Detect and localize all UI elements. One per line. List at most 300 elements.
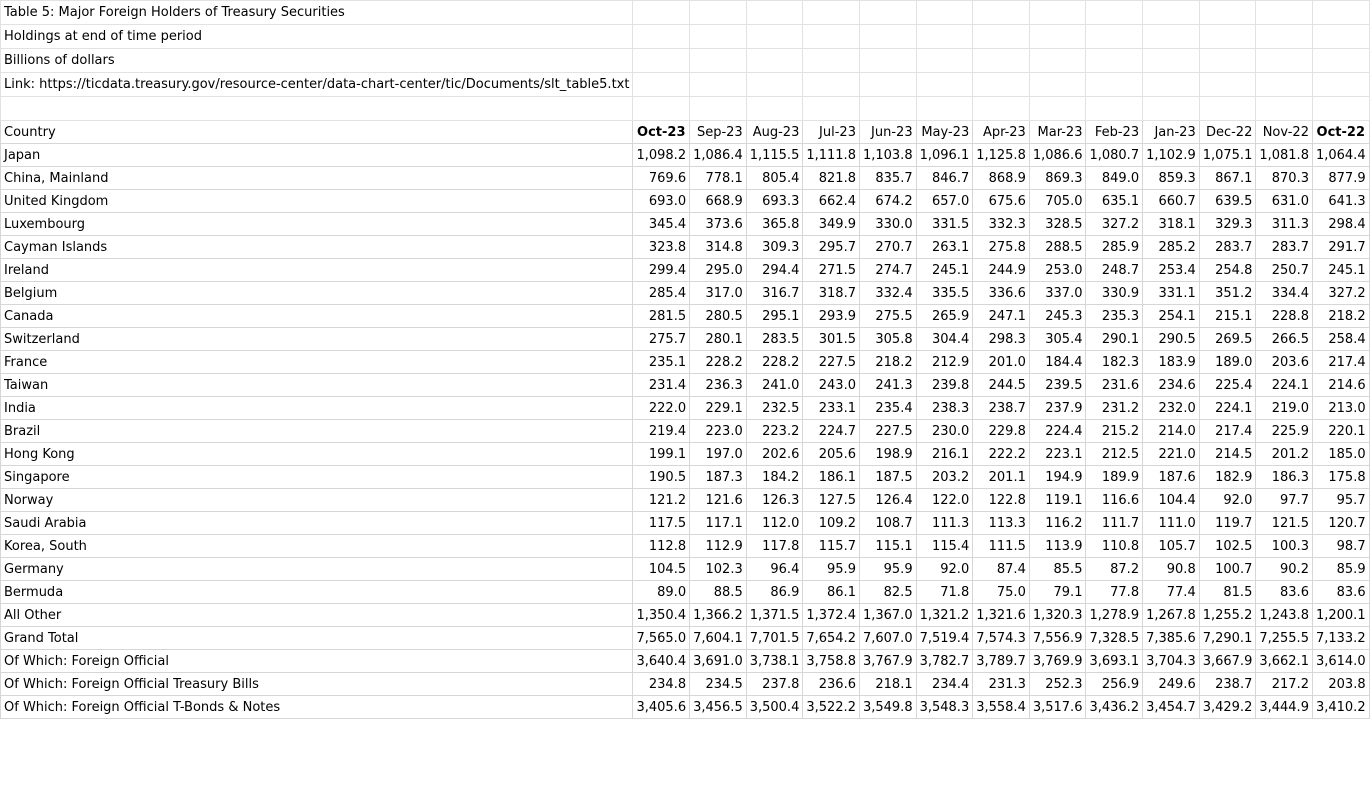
value-cell[interactable]: 187.3 [690,466,747,489]
value-cell[interactable]: 288.5 [1029,236,1086,259]
table-subtitle[interactable]: Holdings at end of time period [1,25,633,49]
value-cell[interactable]: 231.2 [1086,397,1143,420]
value-cell[interactable]: 365.8 [746,213,803,236]
value-cell[interactable]: 182.3 [1086,351,1143,374]
value-cell[interactable]: 3,640.4 [633,650,690,673]
value-cell[interactable]: 3,767.9 [859,650,916,673]
value-cell[interactable]: 111.7 [1086,512,1143,535]
value-cell[interactable]: 330.9 [1086,282,1143,305]
value-cell[interactable]: 281.5 [633,305,690,328]
value-cell[interactable]: 345.4 [633,213,690,236]
value-cell[interactable]: 295.1 [746,305,803,328]
value-cell[interactable]: 202.6 [746,443,803,466]
value-cell[interactable]: 231.6 [1086,374,1143,397]
value-cell[interactable]: 116.2 [1029,512,1086,535]
value-cell[interactable]: 3,549.8 [859,696,916,719]
value-cell[interactable]: 7,701.5 [746,627,803,650]
value-cell[interactable]: 95.7 [1312,489,1369,512]
value-cell[interactable]: 79.1 [1029,581,1086,604]
value-cell[interactable]: 218.1 [859,673,916,696]
value-cell[interactable]: 243.0 [803,374,860,397]
value-cell[interactable]: 104.4 [1143,489,1200,512]
value-cell[interactable]: 3,667.9 [1199,650,1256,673]
value-cell[interactable]: 235.1 [633,351,690,374]
value-cell[interactable]: 1,111.8 [803,144,860,167]
value-cell[interactable]: 112.8 [633,535,690,558]
value-cell[interactable]: 224.1 [1256,374,1313,397]
value-cell[interactable]: 234.4 [916,673,973,696]
row-label[interactable]: Belgium [1,282,633,305]
value-cell[interactable]: 250.7 [1256,259,1313,282]
value-cell[interactable]: 85.5 [1029,558,1086,581]
value-cell[interactable]: 238.7 [1199,673,1256,696]
value-cell[interactable]: 77.4 [1143,581,1200,604]
value-cell[interactable]: 233.1 [803,397,860,420]
value-cell[interactable]: 877.9 [1312,167,1369,190]
value-cell[interactable]: 1,064.4 [1312,144,1369,167]
value-cell[interactable]: 115.4 [916,535,973,558]
value-cell[interactable]: 1,080.7 [1086,144,1143,167]
value-cell[interactable]: 1,075.1 [1199,144,1256,167]
value-cell[interactable]: 266.5 [1256,328,1313,351]
value-cell[interactable]: 203.2 [916,466,973,489]
row-label[interactable]: Canada [1,305,633,328]
value-cell[interactable]: 81.5 [1199,581,1256,604]
value-cell[interactable]: 1,321.6 [973,604,1030,627]
value-cell[interactable]: 201.1 [973,466,1030,489]
value-cell[interactable]: 275.7 [633,328,690,351]
value-cell[interactable]: 112.9 [690,535,747,558]
value-cell[interactable]: 336.6 [973,282,1030,305]
value-cell[interactable]: 305.4 [1029,328,1086,351]
value-cell[interactable]: 218.2 [1312,305,1369,328]
value-cell[interactable]: 7,385.6 [1143,627,1200,650]
value-cell[interactable]: 248.7 [1086,259,1143,282]
value-cell[interactable]: 219.0 [1256,397,1313,420]
value-cell[interactable]: 657.0 [916,190,973,213]
value-cell[interactable]: 217.4 [1199,420,1256,443]
value-cell[interactable]: 660.7 [1143,190,1200,213]
value-cell[interactable]: 631.0 [1256,190,1313,213]
value-cell[interactable]: 1,366.2 [690,604,747,627]
value-cell[interactable]: 3,789.7 [973,650,1030,673]
value-cell[interactable]: 280.5 [690,305,747,328]
value-cell[interactable]: 122.8 [973,489,1030,512]
value-cell[interactable]: 316.7 [746,282,803,305]
value-cell[interactable]: 238.7 [973,397,1030,420]
value-cell[interactable]: 92.0 [916,558,973,581]
value-cell[interactable]: 846.7 [916,167,973,190]
value-cell[interactable]: 239.8 [916,374,973,397]
value-cell[interactable]: 189.0 [1199,351,1256,374]
value-cell[interactable]: 318.7 [803,282,860,305]
value-cell[interactable]: 3,444.9 [1256,696,1313,719]
value-cell[interactable]: 122.0 [916,489,973,512]
value-cell[interactable]: 1,086.6 [1029,144,1086,167]
value-cell[interactable]: 7,328.5 [1086,627,1143,650]
value-cell[interactable]: 269.5 [1199,328,1256,351]
value-cell[interactable]: 3,662.1 [1256,650,1313,673]
value-cell[interactable]: 3,410.2 [1312,696,1369,719]
value-cell[interactable]: 275.5 [859,305,916,328]
value-cell[interactable]: 323.8 [633,236,690,259]
value-cell[interactable]: 7,565.0 [633,627,690,650]
value-cell[interactable]: 126.4 [859,489,916,512]
value-cell[interactable]: 870.3 [1256,167,1313,190]
value-cell[interactable]: 675.6 [973,190,1030,213]
value-cell[interactable]: 231.4 [633,374,690,397]
value-cell[interactable]: 639.5 [1199,190,1256,213]
value-cell[interactable]: 245.3 [1029,305,1086,328]
value-cell[interactable]: 96.4 [746,558,803,581]
row-label[interactable]: Japan [1,144,633,167]
row-label[interactable]: Of Which: Foreign Official Treasury Bills [1,673,633,696]
value-cell[interactable]: 317.0 [690,282,747,305]
value-cell[interactable]: 71.8 [916,581,973,604]
row-label[interactable]: Luxembourg [1,213,633,236]
value-cell[interactable]: 332.3 [973,213,1030,236]
value-cell[interactable]: 112.0 [746,512,803,535]
value-cell[interactable]: 7,556.9 [1029,627,1086,650]
value-cell[interactable]: 220.1 [1312,420,1369,443]
value-cell[interactable]: 258.4 [1312,328,1369,351]
value-cell[interactable]: 230.0 [916,420,973,443]
value-cell[interactable]: 253.4 [1143,259,1200,282]
value-cell[interactable]: 805.4 [746,167,803,190]
value-cell[interactable]: 641.3 [1312,190,1369,213]
value-cell[interactable]: 271.5 [803,259,860,282]
row-label[interactable]: Hong Kong [1,443,633,466]
value-cell[interactable]: 113.3 [973,512,1030,535]
value-cell[interactable]: 318.1 [1143,213,1200,236]
row-label[interactable]: Korea, South [1,535,633,558]
value-cell[interactable]: 1,102.9 [1143,144,1200,167]
value-cell[interactable]: 241.3 [859,374,916,397]
value-cell[interactable]: 859.3 [1143,167,1200,190]
value-cell[interactable]: 309.3 [746,236,803,259]
value-cell[interactable]: 263.1 [916,236,973,259]
column-header[interactable]: Dec-22 [1199,121,1256,144]
value-cell[interactable]: 227.5 [859,420,916,443]
value-cell[interactable]: 199.1 [633,443,690,466]
row-label[interactable]: Of Which: Foreign Official T-Bonds & Notes [1,696,633,719]
value-cell[interactable]: 373.6 [690,213,747,236]
value-cell[interactable]: 7,574.3 [973,627,1030,650]
value-cell[interactable]: 3,704.3 [1143,650,1200,673]
value-cell[interactable]: 201.0 [973,351,1030,374]
column-header[interactable]: Feb-23 [1086,121,1143,144]
value-cell[interactable]: 231.3 [973,673,1030,696]
value-cell[interactable]: 291.7 [1312,236,1369,259]
value-cell[interactable]: 98.7 [1312,535,1369,558]
value-cell[interactable]: 217.2 [1256,673,1313,696]
row-label[interactable]: China, Mainland [1,167,633,190]
value-cell[interactable]: 119.7 [1199,512,1256,535]
value-cell[interactable]: 849.0 [1086,167,1143,190]
row-label[interactable]: Of Which: Foreign Official [1,650,633,673]
value-cell[interactable]: 1,371.5 [746,604,803,627]
value-cell[interactable]: 97.7 [1256,489,1313,512]
value-cell[interactable]: 275.8 [973,236,1030,259]
value-cell[interactable]: 197.0 [690,443,747,466]
value-cell[interactable]: 869.3 [1029,167,1086,190]
value-cell[interactable]: 77.8 [1086,581,1143,604]
column-header[interactable]: Jan-23 [1143,121,1200,144]
value-cell[interactable]: 90.8 [1143,558,1200,581]
value-cell[interactable]: 868.9 [973,167,1030,190]
value-cell[interactable]: 3,548.3 [916,696,973,719]
value-cell[interactable]: 3,758.8 [803,650,860,673]
value-cell[interactable]: 222.0 [633,397,690,420]
value-cell[interactable]: 1,350.4 [633,604,690,627]
value-cell[interactable]: 121.2 [633,489,690,512]
value-cell[interactable]: 1,243.8 [1256,604,1313,627]
value-cell[interactable]: 1,367.0 [859,604,916,627]
value-cell[interactable]: 3,405.6 [633,696,690,719]
value-cell[interactable]: 3,429.2 [1199,696,1256,719]
value-cell[interactable]: 105.7 [1143,535,1200,558]
value-cell[interactable]: 187.5 [859,466,916,489]
value-cell[interactable]: 7,290.1 [1199,627,1256,650]
value-cell[interactable]: 235.4 [859,397,916,420]
value-cell[interactable]: 3,738.1 [746,650,803,673]
value-cell[interactable]: 111.0 [1143,512,1200,535]
value-cell[interactable]: 75.0 [973,581,1030,604]
column-header[interactable]: May-23 [916,121,973,144]
column-header[interactable]: Jun-23 [859,121,916,144]
value-cell[interactable]: 7,654.2 [803,627,860,650]
value-cell[interactable]: 203.6 [1256,351,1313,374]
value-cell[interactable]: 218.2 [859,351,916,374]
value-cell[interactable]: 194.9 [1029,466,1086,489]
column-header[interactable]: Nov-22 [1256,121,1313,144]
row-label[interactable]: All Other [1,604,633,627]
column-header[interactable]: Aug-23 [746,121,803,144]
value-cell[interactable]: 214.0 [1143,420,1200,443]
value-cell[interactable]: 217.4 [1312,351,1369,374]
value-cell[interactable]: 115.7 [803,535,860,558]
value-cell[interactable]: 216.1 [916,443,973,466]
value-cell[interactable]: 769.6 [633,167,690,190]
value-cell[interactable]: 3,454.7 [1143,696,1200,719]
value-cell[interactable]: 82.5 [859,581,916,604]
value-cell[interactable]: 237.8 [746,673,803,696]
value-cell[interactable]: 187.6 [1143,466,1200,489]
value-cell[interactable]: 228.8 [1256,305,1313,328]
value-cell[interactable]: 1,267.8 [1143,604,1200,627]
value-cell[interactable]: 821.8 [803,167,860,190]
value-cell[interactable]: 95.9 [803,558,860,581]
value-cell[interactable]: 198.9 [859,443,916,466]
value-cell[interactable]: 295.0 [690,259,747,282]
value-cell[interactable]: 1,255.2 [1199,604,1256,627]
value-cell[interactable]: 337.0 [1029,282,1086,305]
value-cell[interactable]: 285.4 [633,282,690,305]
value-cell[interactable]: 283.7 [1256,236,1313,259]
value-cell[interactable]: 87.2 [1086,558,1143,581]
value-cell[interactable]: 104.5 [633,558,690,581]
row-label[interactable]: France [1,351,633,374]
value-cell[interactable]: 239.5 [1029,374,1086,397]
value-cell[interactable]: 236.6 [803,673,860,696]
value-cell[interactable]: 108.7 [859,512,916,535]
value-cell[interactable]: 229.8 [973,420,1030,443]
column-header[interactable]: Apr-23 [973,121,1030,144]
value-cell[interactable]: 283.5 [746,328,803,351]
value-cell[interactable]: 778.1 [690,167,747,190]
value-cell[interactable]: 232.0 [1143,397,1200,420]
value-cell[interactable]: 311.3 [1256,213,1313,236]
value-cell[interactable]: 668.9 [690,190,747,213]
value-cell[interactable]: 256.9 [1086,673,1143,696]
value-cell[interactable]: 270.7 [859,236,916,259]
value-cell[interactable]: 100.7 [1199,558,1256,581]
value-cell[interactable]: 186.1 [803,466,860,489]
value-cell[interactable]: 182.9 [1199,466,1256,489]
value-cell[interactable]: 111.5 [973,535,1030,558]
value-cell[interactable]: 95.9 [859,558,916,581]
value-cell[interactable]: 222.2 [973,443,1030,466]
value-cell[interactable]: 89.0 [633,581,690,604]
value-cell[interactable]: 254.8 [1199,259,1256,282]
value-cell[interactable]: 3,436.2 [1086,696,1143,719]
value-cell[interactable]: 244.5 [973,374,1030,397]
value-cell[interactable]: 7,519.4 [916,627,973,650]
value-cell[interactable]: 85.9 [1312,558,1369,581]
row-label[interactable]: Cayman Islands [1,236,633,259]
value-cell[interactable]: 1,096.1 [916,144,973,167]
value-cell[interactable]: 3,782.7 [916,650,973,673]
value-cell[interactable]: 3,456.5 [690,696,747,719]
value-cell[interactable]: 280.1 [690,328,747,351]
value-cell[interactable]: 212.5 [1086,443,1143,466]
value-cell[interactable]: 189.9 [1086,466,1143,489]
value-cell[interactable]: 184.4 [1029,351,1086,374]
value-cell[interactable]: 331.5 [916,213,973,236]
value-cell[interactable]: 201.2 [1256,443,1313,466]
value-cell[interactable]: 335.5 [916,282,973,305]
value-cell[interactable]: 245.1 [916,259,973,282]
value-cell[interactable]: 83.6 [1312,581,1369,604]
row-label[interactable]: Taiwan [1,374,633,397]
value-cell[interactable]: 327.2 [1086,213,1143,236]
value-cell[interactable]: 1,321.2 [916,604,973,627]
value-cell[interactable]: 88.5 [690,581,747,604]
value-cell[interactable]: 3,517.6 [1029,696,1086,719]
value-cell[interactable]: 867.1 [1199,167,1256,190]
row-label[interactable]: Switzerland [1,328,633,351]
value-cell[interactable]: 215.2 [1086,420,1143,443]
value-cell[interactable]: 126.3 [746,489,803,512]
value-cell[interactable]: 1,098.2 [633,144,690,167]
units-note[interactable]: Billions of dollars [1,49,633,73]
value-cell[interactable]: 184.2 [746,466,803,489]
value-cell[interactable]: 835.7 [859,167,916,190]
value-cell[interactable]: 1,115.5 [746,144,803,167]
column-header[interactable]: Mar-23 [1029,121,1086,144]
value-cell[interactable]: 1,103.8 [859,144,916,167]
value-cell[interactable]: 92.0 [1199,489,1256,512]
value-cell[interactable]: 249.6 [1143,673,1200,696]
value-cell[interactable]: 314.8 [690,236,747,259]
value-cell[interactable]: 693.0 [633,190,690,213]
value-cell[interactable]: 1,278.9 [1086,604,1143,627]
value-cell[interactable]: 100.3 [1256,535,1313,558]
value-cell[interactable]: 113.9 [1029,535,1086,558]
row-label[interactable]: Saudi Arabia [1,512,633,535]
value-cell[interactable]: 87.4 [973,558,1030,581]
value-cell[interactable]: 83.6 [1256,581,1313,604]
table-title[interactable]: Table 5: Major Foreign Holders of Treasury Securities [1,1,633,25]
value-cell[interactable]: 238.3 [916,397,973,420]
value-cell[interactable]: 215.1 [1199,305,1256,328]
value-cell[interactable]: 213.0 [1312,397,1369,420]
value-cell[interactable]: 235.3 [1086,305,1143,328]
value-cell[interactable]: 674.2 [859,190,916,213]
value-cell[interactable]: 183.9 [1143,351,1200,374]
value-cell[interactable]: 1,081.8 [1256,144,1313,167]
value-cell[interactable]: 109.2 [803,512,860,535]
value-cell[interactable]: 305.8 [859,328,916,351]
value-cell[interactable]: 117.8 [746,535,803,558]
value-cell[interactable]: 234.8 [633,673,690,696]
value-cell[interactable]: 351.2 [1199,282,1256,305]
value-cell[interactable]: 7,133.2 [1312,627,1369,650]
value-cell[interactable]: 331.1 [1143,282,1200,305]
value-cell[interactable]: 327.2 [1312,282,1369,305]
value-cell[interactable]: 7,255.5 [1256,627,1313,650]
value-cell[interactable]: 127.5 [803,489,860,512]
value-cell[interactable]: 221.0 [1143,443,1200,466]
value-cell[interactable]: 119.1 [1029,489,1086,512]
value-cell[interactable]: 330.0 [859,213,916,236]
value-cell[interactable]: 244.9 [973,259,1030,282]
row-label[interactable]: India [1,397,633,420]
row-label[interactable]: Grand Total [1,627,633,650]
value-cell[interactable]: 298.4 [1312,213,1369,236]
value-cell[interactable]: 223.1 [1029,443,1086,466]
value-cell[interactable]: 228.2 [690,351,747,374]
row-label[interactable]: Bermuda [1,581,633,604]
value-cell[interactable]: 328.5 [1029,213,1086,236]
column-header[interactable]: Oct-22 [1312,121,1369,144]
value-cell[interactable]: 3,693.1 [1086,650,1143,673]
value-cell[interactable]: 90.2 [1256,558,1313,581]
value-cell[interactable]: 224.7 [803,420,860,443]
value-cell[interactable]: 203.8 [1312,673,1369,696]
value-cell[interactable]: 290.1 [1086,328,1143,351]
value-cell[interactable]: 86.9 [746,581,803,604]
value-cell[interactable]: 3,500.4 [746,696,803,719]
value-cell[interactable]: 116.6 [1086,489,1143,512]
value-cell[interactable]: 283.7 [1199,236,1256,259]
value-cell[interactable]: 121.5 [1256,512,1313,535]
column-header[interactable]: Jul-23 [803,121,860,144]
value-cell[interactable]: 234.6 [1143,374,1200,397]
value-cell[interactable]: 1,125.8 [973,144,1030,167]
value-cell[interactable]: 117.1 [690,512,747,535]
value-cell[interactable]: 224.1 [1199,397,1256,420]
value-cell[interactable]: 332.4 [859,282,916,305]
value-cell[interactable]: 265.9 [916,305,973,328]
value-cell[interactable]: 705.0 [1029,190,1086,213]
value-cell[interactable]: 253.0 [1029,259,1086,282]
value-cell[interactable]: 228.2 [746,351,803,374]
value-cell[interactable]: 241.0 [746,374,803,397]
row-label[interactable]: United Kingdom [1,190,633,213]
value-cell[interactable]: 190.5 [633,466,690,489]
value-cell[interactable]: 102.3 [690,558,747,581]
